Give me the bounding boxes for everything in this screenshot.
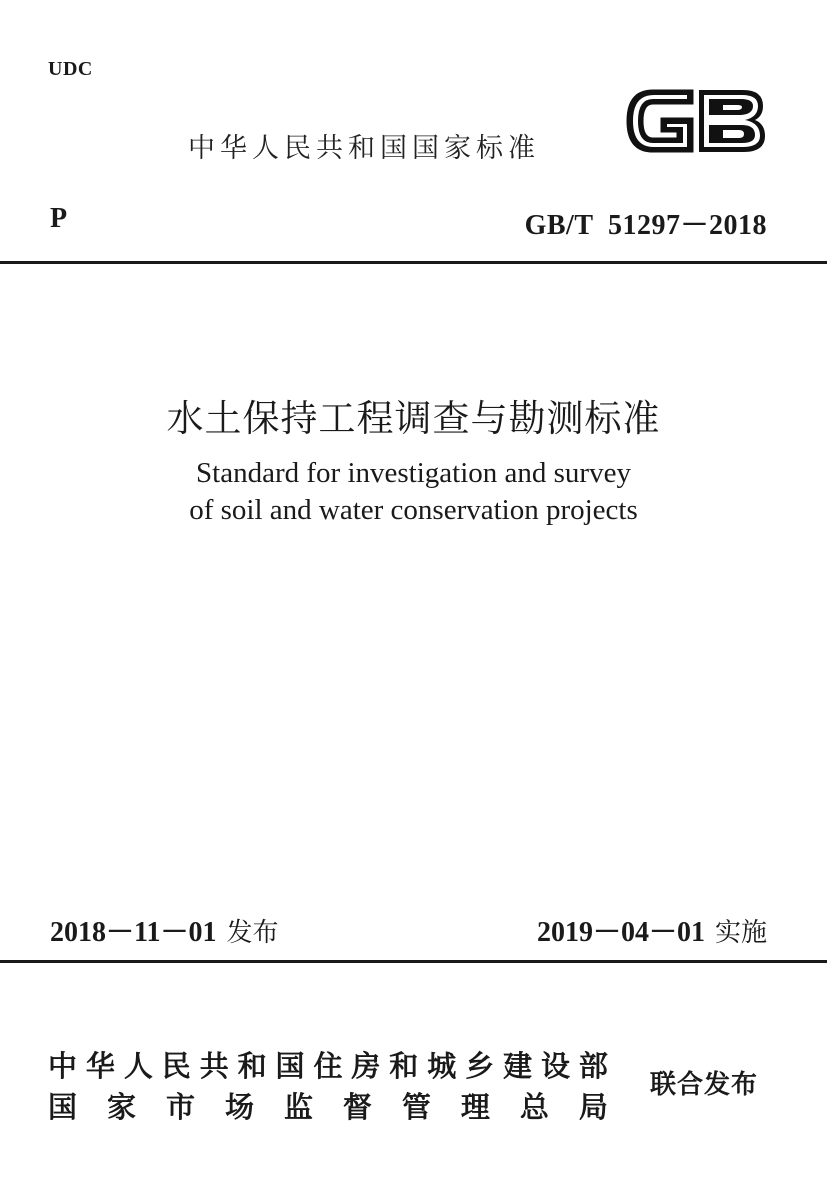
issuer-line2 (48, 1085, 608, 1126)
issuer-char: 中 (48, 1049, 78, 1083)
top-divider (0, 261, 827, 264)
issuer-char: 和 (389, 1049, 419, 1083)
classification-code: P (50, 203, 68, 234)
issue-label: 发布 (226, 918, 279, 948)
issuer-char: 局 (578, 1090, 608, 1124)
issuer-char: 监 (283, 1090, 313, 1124)
implement-date: 2019－04－01 (536, 917, 705, 948)
issuer-char: 总 (519, 1090, 549, 1124)
issuer-char: 乡 (465, 1049, 495, 1083)
issue-date-line (50, 910, 278, 950)
issuer-char: 城 (427, 1049, 457, 1083)
bottom-divider (0, 960, 827, 963)
implement-date-line (537, 910, 767, 950)
issuer-char: 和 (237, 1049, 267, 1083)
issuer-char: 理 (460, 1090, 490, 1124)
title-english-line2: of soil and water conservation projects (189, 494, 638, 526)
issuer-char: 场 (224, 1090, 254, 1124)
issuer-char: 建 (503, 1049, 533, 1083)
issuer-char: 国 (48, 1090, 78, 1124)
issuer-char: 国 (275, 1049, 305, 1083)
issuer-char: 共 (199, 1049, 229, 1083)
udc-label: UDC (48, 58, 93, 80)
standard-number: GB/T 51297－2018 (524, 210, 767, 241)
issuer-char: 市 (165, 1090, 195, 1124)
issuer-line1 (48, 1044, 608, 1085)
issuer-char: 管 (401, 1090, 431, 1124)
issuer-char: 家 (106, 1090, 136, 1124)
joint-issue-label: 联合发布 (650, 1070, 759, 1100)
issuer-char: 设 (540, 1049, 570, 1083)
implement-label: 实施 (714, 918, 767, 948)
gb-logo (623, 84, 769, 158)
title-chinese: 水土保持工程调查与勘测标准 (166, 397, 661, 440)
issue-date: 2018－11－01 (50, 917, 217, 948)
issuer-char: 督 (342, 1090, 372, 1124)
issuer-char: 住 (313, 1049, 343, 1083)
issuer-char: 房 (351, 1049, 381, 1083)
issuer-char: 人 (123, 1049, 153, 1083)
title-english-line1: Standard for investigation and survey (196, 457, 631, 489)
issuer-char: 部 (578, 1049, 608, 1083)
national-standard-heading: 中华人民共和国国家标准 (188, 133, 540, 164)
issuer-char: 民 (161, 1049, 191, 1083)
issuer-char: 华 (85, 1049, 115, 1083)
